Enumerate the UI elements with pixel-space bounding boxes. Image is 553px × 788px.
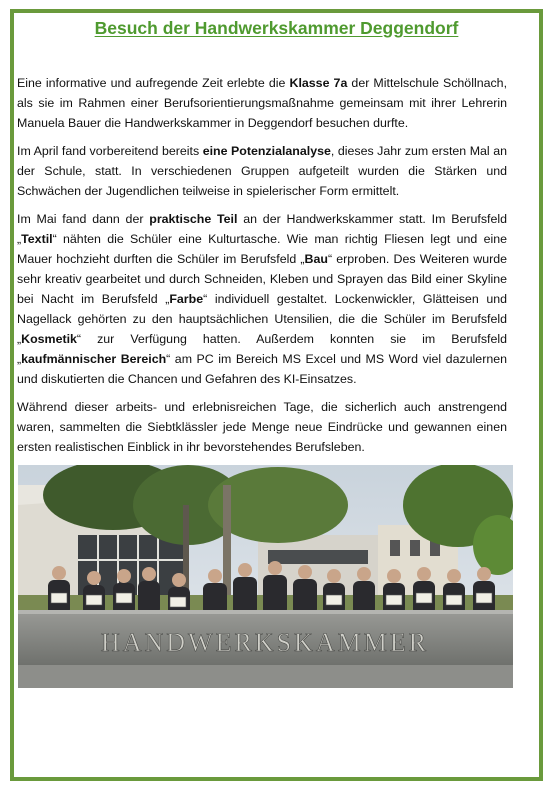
- paragraph-intro: Eine informative und aufregende Zeit erlebte die Klasse 7a der Mittelschule Schöllnach, als sie im Rahmen einer Berufsorientierungsmaßnahme gemeinsam mit ihrer Lehrerin Manuela Bauer die Handwerkskammer in Deggendorf besuchen durfte.: [17, 76, 508, 130]
- paragraph-may: Im Mai fand dann der praktische Teil an der Handwerkskammer statt. Im Berufsfeld „Textil“ nähten die Schüler eine Kulturtasche. Wie man richtig Fliesen legt und eine Mauer hochzieht durften die Schüler im Berufsfeld „Bau“ erproben. Des Weiteren wurde sehr kreativ gearbeitet und durch Schneiden, Kleben und Sprayen das Bild einer Skyline bei Nacht im Berufsfeld „Farbe“ individuell gestaltet. Lockenwickler, Glätteisen und Nagellack gehörten zu den hauptsächlichen Utensilien, die die Schüler im Berufsfeld „Kosmetik“ zur Verfügung hatten. Außerdem konnten sie im Berufsfeld „kaufmännischer Bereich“ am PC im Bereich MS Excel und MS Word viel dazulernen und diskutierten die Chancen und Gefahren des KI-Einsatzes.: [17, 212, 507, 386]
- wall-lettering: HANDWERKSKAMMER: [100, 628, 430, 657]
- paragraph-summary: Während dieser arbeits- und erlebnisreichen Tage, die sicherlich auch anstrengend waren, sammelten die Siebtklässler jede Menge neue Eindrücke und gewannen einen ersten realistischen Einblick in ihr bevorstehendes Berufsleben.: [17, 400, 507, 454]
- page-title: Besuch der Handwerkskammer Deggendorf: [94, 18, 459, 38]
- article-body: [17, 73, 507, 465]
- paragraph-april: Im April fand vorbereitend bereits eine Potenzialanalyse, dieses Jahr zum ersten Mal an der Schule, statt. In verschiedenen Gruppen aufgeteilt wurden die Stärken und Schwächen der Jugendlichen teilweise in spielerischer Form ermittelt.: [17, 144, 507, 198]
- group-photo: [18, 465, 513, 688]
- group-photo-illustration: [18, 465, 513, 688]
